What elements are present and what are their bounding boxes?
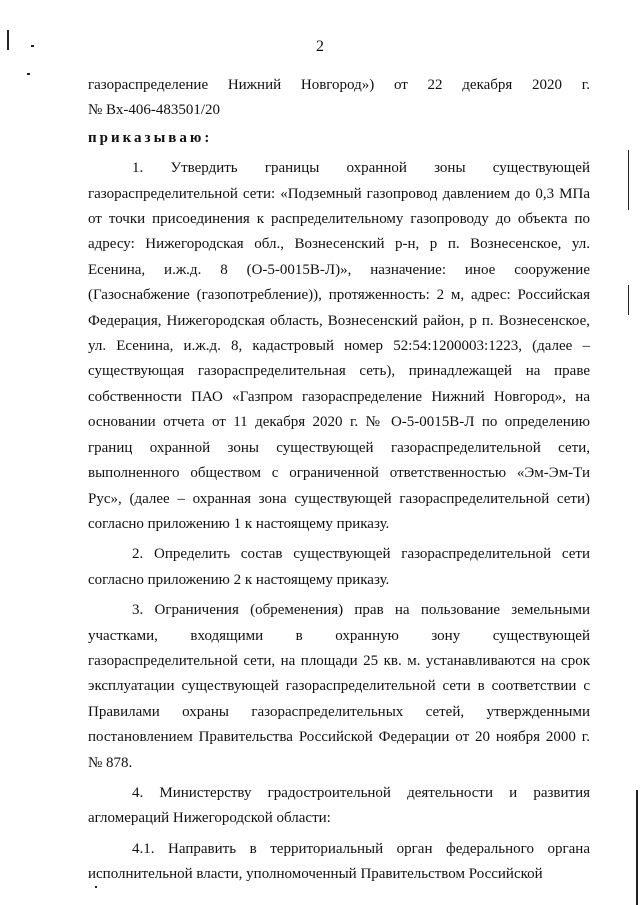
paragraph-2: 2. Определить состав существующей газораспределительной сети согласно приложению 2 к настоящему приказу.	[88, 546, 590, 588]
scan-mark-right-3	[636, 790, 638, 905]
paragraph-4-1: 4.1. Направить в территориальный орган федерального органа исполнительной власти, уполномоченный Правительством Российской	[88, 840, 590, 883]
page-number: 2	[316, 38, 324, 55]
scan-mark-right-2	[628, 285, 629, 315]
paragraph-1: 1. Утвердить границы охранной зоны существующей газораспределительной сети: «Подземный газопровод давлением до 0,3 МПа от точки присоединения к распределительному газопроводу до объекта по адресу: Нижегородская обл., Вознесенский р-н, р п. Вознесенское, ул. Есенина, и.ж.д. 8 (О-5-0015В-Л)», назначение: иное сооружение (Газоснабжение (газопотребление)), протяженность: 2 м, адрес: Российская Федерация, Нижегородская область, Вознесенский район, р п. Вознесенское, ул. Есенина, и.ж.д. 8, кадастровый номер 52:54:1200003:1223, (далее – существующая газораспределительная сеть), принадлежащей на праве собственности ПАО «Газпром газораспределение Нижний Новгород», на основании отчета от 11 декабря 2020 г. № О-5-0015В-Л по определению границ охранной зоны существующей газораспределительной сети, выполненного обществом с ограниченной ответственностью «Эм-Эм-Ти Рус», (далее – охранная зона существующей газораспределительной сети) согласно приложению 1 к настоящему приказу.	[88, 160, 590, 532]
intro-line-1: газораспределение Нижний Новгород») от 22 декабря 2020 г.	[88, 77, 590, 93]
intro-line-2: № Вх-406-483501/20	[88, 102, 221, 119]
paragraph-4: 4. Министерству градостроительной деятельности и развития агломераций Нижегородской области:	[88, 784, 590, 827]
scan-mark-right-1	[628, 150, 629, 210]
order-heading: приказываю:	[88, 129, 213, 146]
paragraph-3: 3. Ограничения (обременения) прав на пользование земельными участками, входящими в охранную зону существующей газораспределительной сети, на площади 25 кв. м. устанавливаются на срок эксплуатации существующей газораспределительной сети в соответствии с Правилами охраны газораспределительных сетей, утвержденными постановлением Правительства Российской Федерации от 20 ноября 2000 г. № 878.	[88, 602, 590, 771]
scan-mark-left-dot-2	[27, 73, 30, 75]
document-body	[88, 73, 590, 888]
